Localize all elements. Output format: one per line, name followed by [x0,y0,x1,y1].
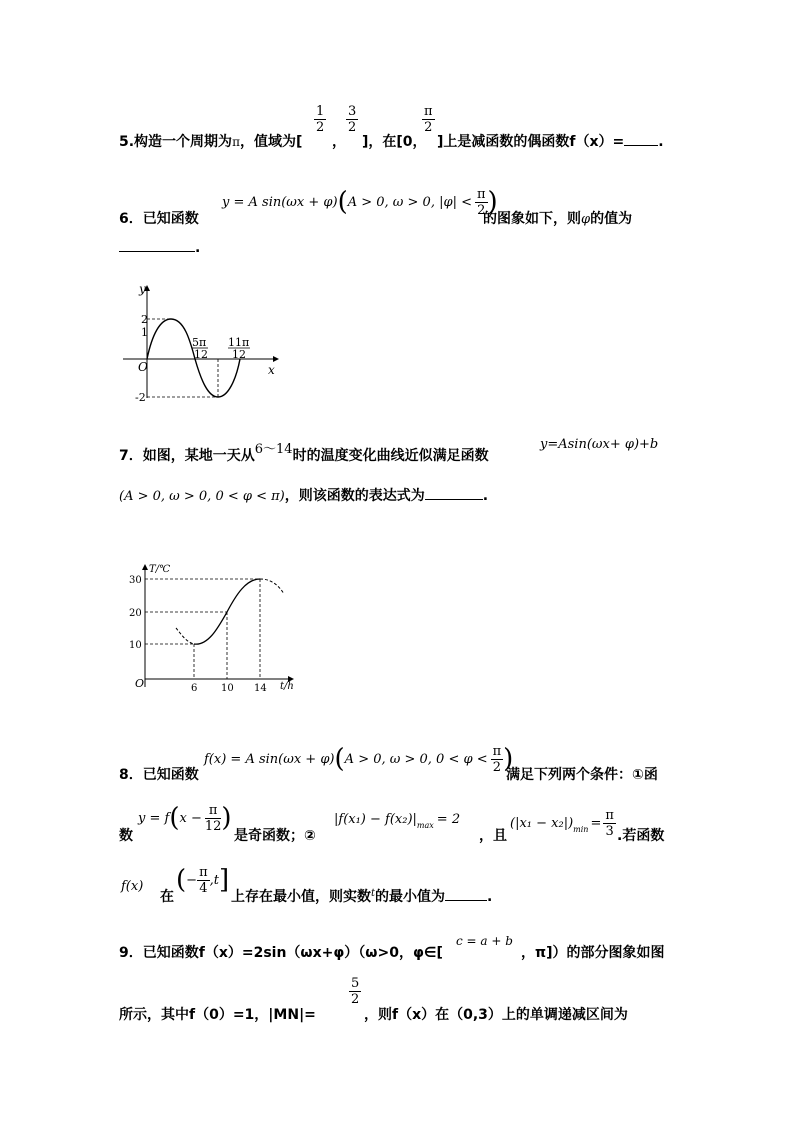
q8-line3-t2: t [371,888,376,899]
q7-line2 [119,486,488,507]
q9-num: 5 [351,976,360,991]
q7-prefix: 7．如图，某地一天从 [119,448,255,464]
q8-line2-sub2: min [573,824,589,834]
q6-end: . [195,240,201,256]
curve-ext-left [176,628,194,644]
q5-frac2-den: 2 [348,120,357,135]
q8-line2-num2: π [605,807,614,823]
q8-line2-den: 12 [204,818,222,834]
q5-suffix: ]上是减函数的偶函数f（x）= [437,134,625,150]
q8-line2-a: 数 [119,828,133,844]
temperature-graph [118,562,300,692]
q8-end: . [487,889,493,905]
q7-answer-blank [425,487,483,500]
q8-line2-eq2: = [590,815,602,831]
q5-suffix-line [437,132,664,152]
q8-line2-num: π [205,803,222,819]
q9-vec: c = a + b [456,934,513,948]
q8-line2-formula: y = f [138,810,170,826]
q5-line [119,132,302,152]
q8-line3-f: f(x) [121,879,144,894]
q8-line2-expr: |f(x₁) − f(x₂)| [334,812,417,827]
q6-answer-blank [119,239,195,252]
q8-line2-sub: max [416,821,434,830]
q5-frac1-num: 1 [316,104,325,119]
q8-line2-expr2: (|x₁ − x₂|) [510,815,574,831]
q8-line2-func: y = f ( x − $\frac{\pi}{12}$ ) [138,802,232,834]
q5-end: . [658,134,664,150]
q5-frac1-den: 2 [316,120,325,135]
q5-answer-blank [624,133,658,146]
q6-cond-den: 2 [477,202,486,218]
q8-line3-b: 上存在最小值，则实数 [231,889,371,905]
q5-comma: ， [332,134,346,150]
q6-formula-block: y = A sin(ωx + φ) ( A > 0, ω > 0, |φ| < $\frac{\pi}{2}$ ) [222,186,498,218]
sine-graph [118,280,288,405]
graph1-tick-y-neg2: -2 [135,391,146,404]
q8-line3-rest [231,887,492,909]
graph1-y-label: y [139,282,146,296]
q8-cond-num: π [492,743,502,759]
q8-line2-inner: x − [179,810,202,826]
q8-line3-c: 的最小值为 [375,889,446,905]
q7-range: 6～14 [254,442,293,457]
graph1-tick-x2-den: 12 [232,348,246,361]
graph1-tick-x1-num: 5π [192,336,207,349]
q5-frac2-num: 3 [348,104,357,119]
q5-pi: π [232,135,240,149]
q7-condition: (A > 0, ω > 0, 0 < φ < π) [119,489,285,504]
graph1-tick-y-2: 2 [141,313,148,326]
q9-frac [349,976,361,1007]
q8-line3-num: π [199,864,208,880]
graph1-x-label: x [268,363,275,377]
graph2-tick-x10: 10 [221,683,234,692]
curve-ext-right [260,579,284,594]
q8-suffix: 满足下列两个条件：①函 [506,767,658,783]
graph2-tick-20: 20 [129,608,142,619]
q6-suffix-line [483,209,632,230]
q5-prefix: 5.构造一个周期为 [119,134,233,150]
q8-line2-d: .若函数 [617,828,665,844]
graph1-origin: O [138,360,148,374]
graph2-tick-30: 30 [129,575,142,586]
q9-line1: 9．已知函数f（x）=2sin（ωx+φ）（ω>0，φ∈[ [119,945,443,961]
q5-frac3 [422,104,435,135]
q6-formula: y = A sin(ωx + φ) [222,194,338,210]
q8-line3-interval: ( − $\frac{\pi}{4}$ , t ] [176,864,230,896]
q9-line1-end: ，π]）的部分图象如图 [521,945,665,961]
q8-line2-c: ，且 [479,828,507,844]
q7-formula: y=Asin(ωx+ φ)+b [540,437,659,452]
q8-answer-blank [445,888,487,901]
q8-formula-block: f(x) = A sin(ωx + φ) ( A > 0, ω > 0, 0 < φ < $\frac{\pi}{2}$ ) [204,743,514,775]
q9-line2-b: ，则f（x）在（0,3）上的单调递减区间为 [364,1007,628,1023]
q8-line2-den2: 3 [605,823,614,839]
q8-formula: f(x) = A sin(ωx + φ) [204,751,335,767]
q8-line2-expr2-block [510,803,616,843]
q5-frac3-den: 2 [424,120,433,135]
graph2-y-label: T/℃ [149,564,171,575]
q5-frac2 [346,104,358,135]
graph2-origin: O [135,677,145,690]
q5-mid: ，值域为[ [239,134,303,150]
graph2-tick-x6: 6 [191,683,198,692]
q6-blank-line [119,238,200,258]
graph2-tick-10: 10 [129,640,142,651]
q7-suffix: ，则该函数的表达式为 [284,488,425,504]
q8-cond-den: 2 [492,759,502,775]
q7-line1 [119,442,489,467]
graph1-tick-x2-num: 11π [228,336,250,349]
q5-mid2: ]，在[0， [362,134,427,150]
q5-frac1 [314,104,326,135]
graph2-x-label: t/h [280,681,294,692]
q7-mid: 时的温度变化曲线近似满足函数 [292,448,489,464]
q6-condition: A > 0, ω > 0, |φ| < [347,194,472,210]
q8-line3-t: t [213,872,219,888]
q8-line2-b: 是奇函数；② [234,828,316,844]
q9-line2-a: 所示，其中f（0）=1，|MN|= [119,1007,316,1023]
q8-condition: A > 0, ω > 0, 0 < φ < [344,751,488,767]
q8-line2-eq: = 2 [436,812,461,827]
graph1-tick-y-1: 1 [141,326,148,339]
q6-suffix2: 的值为 [590,211,633,227]
q6-suffix: 的图象如下，则 [483,211,581,227]
q6-cond-num: π [476,186,486,202]
q5-frac3-num: π [424,104,433,119]
q9-den: 2 [351,992,360,1007]
q8-line3-a: 在 [160,889,174,905]
q8-prefix: 8．已知函数 [119,767,199,783]
q7-end: . [482,488,489,504]
graph2-tick-x14: 14 [254,683,267,692]
graph1-tick-x1-den: 12 [194,348,208,361]
q8-line3-den: 4 [199,880,208,896]
q6-phi: φ [581,212,591,227]
q6-prefix: 6．已知函数 [119,211,199,227]
q8-line2-expr-block [334,812,461,830]
